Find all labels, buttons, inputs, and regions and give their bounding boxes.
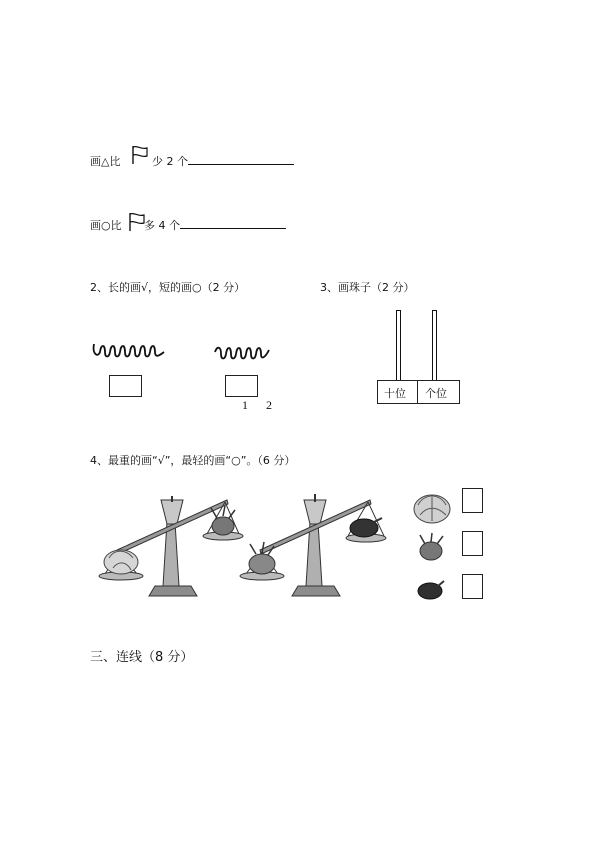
cabbage-icon <box>410 487 454 527</box>
flag-icon <box>131 145 149 165</box>
question-triangle-suffix: 少 2 个 <box>152 155 188 168</box>
answer-box-1[interactable] <box>109 375 142 397</box>
question-circle-suffix: 多 4 个 <box>144 219 180 232</box>
question-circle-answer <box>144 217 286 233</box>
eggplant-icon <box>350 518 382 537</box>
abacus-rod-ones <box>432 310 437 382</box>
answer-box-radish[interactable] <box>462 531 483 556</box>
answer-box-cabbage[interactable] <box>462 488 483 513</box>
balance-scale-icon <box>240 478 390 600</box>
abacus-divider <box>417 380 418 403</box>
cabbage-icon <box>104 550 138 574</box>
question-triangle-answer <box>152 153 294 169</box>
question-circle <box>90 217 122 233</box>
question-circle-prefix: 画○比 <box>90 219 122 232</box>
answer-line[interactable] <box>180 217 286 229</box>
ones-place-label: 个位 <box>425 387 447 400</box>
section-3-title: 三、连线（8 分） <box>90 650 194 665</box>
answer-box-eggplant[interactable] <box>462 574 483 599</box>
answer-box-2[interactable] <box>225 375 258 397</box>
label-1: 1 <box>242 398 248 412</box>
question-2-title: 2、长的画√，短的画○（2 分） <box>90 281 246 294</box>
tens-place-label: 十位 <box>384 387 406 400</box>
answer-line[interactable] <box>188 153 294 165</box>
question-3-title: 3、画珠子（2 分） <box>320 281 415 294</box>
label-2: 2 <box>266 398 272 412</box>
question-4-title: 4、最重的画“√”，最轻的画“○”。（6 分） <box>90 454 296 467</box>
radish-icon <box>414 533 448 563</box>
question-triangle-prefix: 画△比 <box>90 155 121 168</box>
eggplant-icon <box>416 578 446 602</box>
balance-scale-icon <box>97 478 247 600</box>
spring-icon <box>213 342 273 364</box>
spring-icon <box>92 340 168 362</box>
abacus-rod-tens <box>396 310 401 382</box>
question-triangle <box>90 153 120 169</box>
